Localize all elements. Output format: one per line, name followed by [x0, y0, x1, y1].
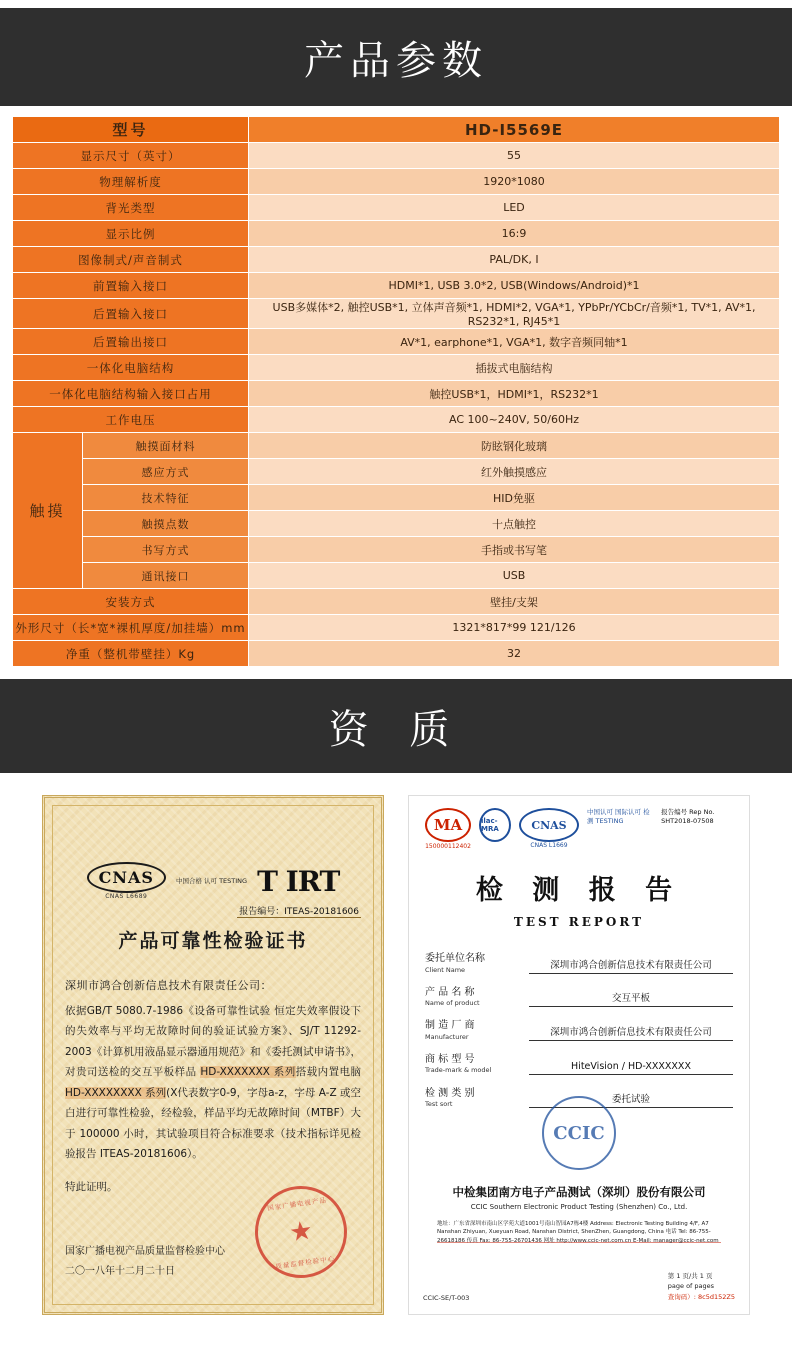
- spec-row-label: 外形尺寸（长*宽*裸机厚度/加挂墙）mm: [13, 615, 249, 641]
- cnas-logo: [519, 808, 579, 849]
- report-field-key-cn: 委托单位名称: [425, 953, 485, 964]
- spec-row-label: 安装方式: [13, 589, 249, 615]
- table-row: [13, 433, 780, 459]
- spec-row-value: 触控USB*1，HDMI*1，RS232*1: [249, 381, 780, 407]
- report-field-key: [425, 1088, 529, 1109]
- table-row: [13, 273, 780, 299]
- report-field-row: [425, 1054, 733, 1075]
- touch-group-label: 触摸: [13, 433, 83, 589]
- spec-row-value: 手指或书写笔: [249, 537, 780, 563]
- seal-bottom-text: 质量监督检验中心: [275, 1254, 336, 1271]
- top-spacer: [0, 0, 792, 8]
- spec-row-label: 工作电压: [13, 407, 249, 433]
- spec-row-label: 显示尺寸（英寸）: [13, 143, 249, 169]
- table-row: [13, 381, 780, 407]
- table-row: [13, 195, 780, 221]
- test-report-certificate: [408, 795, 750, 1315]
- report-number: 报告编号 Rep No. SHT2018-07508: [661, 808, 715, 826]
- report-fields: [425, 953, 733, 1108]
- report-field-key-en: Manufacturer: [425, 1032, 469, 1041]
- report-organization: [409, 1184, 749, 1211]
- reliability-certificate: [42, 795, 384, 1315]
- report-field-row: [425, 953, 733, 974]
- spec-table: [12, 116, 780, 667]
- report-field-value: 委托试验: [529, 1091, 733, 1108]
- certificate-issuer: 国家广播电视产品质量监督检验中心: [65, 1246, 225, 1257]
- spec-row-label: 书写方式: [83, 537, 249, 563]
- spec-row-value: HID免驱: [249, 485, 780, 511]
- certificate-title: 产品可靠性检验证书: [118, 930, 308, 952]
- certificate-body: [65, 1001, 361, 1165]
- ma-mark-text: MA: [425, 808, 471, 842]
- report-field-key-en: Trade-mark & model: [425, 1066, 492, 1075]
- report-field-row: [425, 987, 733, 1008]
- spec-row-label: 感应方式: [83, 459, 249, 485]
- star-icon: ★: [287, 1215, 315, 1249]
- tirt-mark-text: T IRT: [257, 864, 340, 898]
- spec-row-value: 防眩钢化玻璃: [249, 433, 780, 459]
- spec-row-label: 前置输入接口: [13, 273, 249, 299]
- cnas-mark-text: CNAS: [519, 808, 579, 842]
- cert-section-banner: [0, 679, 792, 773]
- table-row: [13, 485, 780, 511]
- table-row: [13, 459, 780, 485]
- seal-top-text: 国家广播电视产品: [266, 1196, 328, 1213]
- spec-row-value: HDMI*1, USB 3.0*2, USB(Windows/Android)*1: [249, 273, 780, 299]
- report-org-cn: 中检集团南方电子产品测试（深圳）股份有限公司: [452, 1185, 706, 1199]
- report-field-key-cn: 商 标 型 号: [425, 1053, 475, 1065]
- certificate-report-number: 报告编号：ITEAS-20181606: [237, 904, 361, 918]
- cnas-logo: [87, 862, 166, 900]
- tirt-sub-text: 中国合格 认可 TESTING: [175, 876, 248, 885]
- spec-row-value: 壁挂/支架: [249, 589, 780, 615]
- ma-number-text: 150000112402: [425, 843, 471, 850]
- certificate-company: 深圳市鸿合创新信息技术有限责任公司：: [65, 979, 272, 992]
- report-field-key-en: Client Name: [425, 965, 466, 974]
- spec-row-label: 技术特征: [83, 485, 249, 511]
- ilac-mra-icon: ilac-MRA: [479, 808, 511, 842]
- report-field-value: 交互平板: [529, 990, 733, 1007]
- spec-row-value: 插拔式电脑结构: [249, 355, 780, 381]
- report-org-en: CCIC Southern Electronic Product Testing (Shenzhen) Co., Ltd.: [470, 1203, 688, 1211]
- report-field-key: [425, 1054, 529, 1075]
- report-field-key-en: Test sort: [425, 1100, 453, 1108]
- spec-row-label: 后置输出接口: [13, 329, 249, 355]
- spec-row-value: 1321*817*99 121/126: [249, 615, 780, 641]
- certificates-row: [0, 773, 792, 1335]
- spec-row-label: 图像制式/声音制式: [13, 247, 249, 273]
- ma-logo: [425, 808, 471, 850]
- spec-row-label: 背光类型: [13, 195, 249, 221]
- certificate-model-2: HD-XXXXXXXX 系列: [65, 1086, 167, 1099]
- spec-row-value: LED: [249, 195, 780, 221]
- spec-row-value: AC 100~240V, 50/60Hz: [249, 407, 780, 433]
- certificate-logos: [65, 862, 361, 900]
- report-serial: 查询码）: 8c5d152Z5: [667, 1292, 735, 1301]
- table-row: [13, 143, 780, 169]
- table-row: [13, 407, 780, 433]
- red-seal-stamp: [249, 1180, 353, 1284]
- report-doc-code: CCIC-SE/T-003: [423, 1294, 470, 1302]
- table-row: [13, 221, 780, 247]
- report-field-key: [425, 987, 529, 1008]
- report-address: 地址：广东省深圳市南山区学苑大道1001号南山智园A7栋4楼 Address: Electronic Testing Building 4/F, A7 Nanshan Zhiyuan, Xueyuan Road, Nanshan District, ShenZhen, Guangdong, China 电话 Tel: 86-755-26618186 传真 Fax: 86-755-26701436 网址 http://www.ccic-net.com.cn E-Mail: manager@ccic-net.com: [437, 1221, 719, 1244]
- spec-row-label: 后置输入接口: [13, 299, 249, 329]
- spec-row-value: USB: [249, 563, 780, 589]
- certificate-note: 特此证明。: [65, 1180, 118, 1193]
- cnas-code-text: CNAS L1669: [530, 842, 568, 849]
- table-row: [13, 299, 780, 329]
- spec-row-value: 16:9: [249, 221, 780, 247]
- spec-table-wrap: [0, 106, 792, 679]
- cnas-mark-text: CNAS: [87, 862, 166, 893]
- spec-row-label: 一体化电脑结构: [13, 355, 249, 381]
- spec-section-title: 产品参数: [304, 37, 488, 84]
- report-field-value: 深圳市鸿合创新信息技术有限责任公司: [529, 957, 733, 974]
- cnas-code-text: CNAS L6689: [105, 893, 148, 900]
- spec-section-banner: [0, 8, 792, 106]
- certificate-body-pre: 依据GB/T 5080.7-1986《设备可靠性试验 恒定失效率假设下的失效率与平均无故障时间的验证试验方案》、SJ/T 11292-2003《计算机用液晶显示器通用规范》和《委托测试申请书》，对贵司送检的交互平板样品: [65, 1005, 361, 1079]
- report-page-info: [668, 1271, 735, 1302]
- table-row: [13, 117, 780, 143]
- spec-row-value: 1920*1080: [249, 169, 780, 195]
- report-field-key-cn: 制 造 厂 商: [425, 1020, 475, 1032]
- table-row: [13, 615, 780, 641]
- spec-row-label: 一体化电脑结构输入接口占用: [13, 381, 249, 407]
- ccic-seal-icon: CCIC: [542, 1096, 616, 1170]
- table-row: [13, 247, 780, 273]
- certificate-body-post: (X代表数字0-9，字母a-z，字母 A-Z 或空白进行可靠性检验，经检验，样品平均无故障时间（MTBF）大于 100000 小时，其试验项目符合标准要求（技术指标详见检验报告 ITEAS-20181606）。: [65, 1086, 361, 1161]
- cert-section-title: 资 质: [328, 706, 464, 753]
- report-field-key-cn: 产 品 名 称: [425, 986, 475, 998]
- report-page-en: page of pages: [667, 1282, 715, 1291]
- spec-row-label: 物理解析度: [13, 169, 249, 195]
- report-field-value: HiteVision / HD-XXXXXXX: [529, 1061, 733, 1075]
- spec-row-label: 显示比例: [13, 221, 249, 247]
- certificate-model-1: HD-XXXXXXX 系列: [200, 1066, 296, 1079]
- accreditation-text: 中国认可 国际认可 检测 TESTING: [586, 808, 650, 825]
- table-row: [13, 589, 780, 615]
- certificate-body-mid: 搭载内置电脑: [295, 1066, 362, 1079]
- table-row: [13, 329, 780, 355]
- report-field-value: 深圳市鸿合创新信息技术有限责任公司: [529, 1024, 733, 1041]
- certificate-date: 二〇一八年十二月二十日: [65, 1266, 175, 1277]
- spec-row-value: 32: [249, 641, 780, 667]
- spec-row-label: 净重（整机带壁挂）Kg: [13, 641, 249, 667]
- table-row: [13, 641, 780, 667]
- spec-header-label: 型号: [13, 117, 249, 143]
- table-row: [13, 563, 780, 589]
- report-title: 检 测 报 告: [475, 875, 683, 906]
- spec-row-value: PAL/DK, I: [249, 247, 780, 273]
- spec-row-label: 通讯接口: [83, 563, 249, 589]
- spec-row-value: 红外触摸感应: [249, 459, 780, 485]
- spec-row-label: 触摸面材料: [83, 433, 249, 459]
- report-field-key: [425, 953, 529, 974]
- table-row: [13, 355, 780, 381]
- spec-row-value: AV*1, earphone*1, VGA*1, 数字音频同轴*1: [249, 329, 780, 355]
- report-field-key-en: Name of product: [425, 999, 480, 1008]
- table-row: [13, 537, 780, 563]
- report-logo-row: [425, 808, 733, 850]
- spec-row-label: 触摸点数: [83, 511, 249, 537]
- tirt-logo: [257, 865, 339, 898]
- spec-header-value: HD-I5569E: [249, 117, 780, 143]
- table-row: [13, 511, 780, 537]
- spec-row-value: 十点触控: [249, 511, 780, 537]
- report-page-label: 第 1 页/共 1 页: [667, 1271, 713, 1280]
- table-row: [13, 169, 780, 195]
- certificate-footer: [65, 1242, 225, 1282]
- report-field-key-cn: 检 测 类 别: [425, 1087, 475, 1099]
- report-subtitle: TEST REPORT: [513, 915, 645, 929]
- report-field-key: [425, 1020, 529, 1041]
- spec-row-value: 55: [249, 143, 780, 169]
- spec-row-value: USB多媒体*2, 触控USB*1, 立体声音频*1, HDMI*2, VGA*1, YPbPr/YCbCr/音频*1, TV*1, AV*1, RS232*1, RJ45*1: [249, 299, 780, 329]
- report-field-row: [425, 1020, 733, 1041]
